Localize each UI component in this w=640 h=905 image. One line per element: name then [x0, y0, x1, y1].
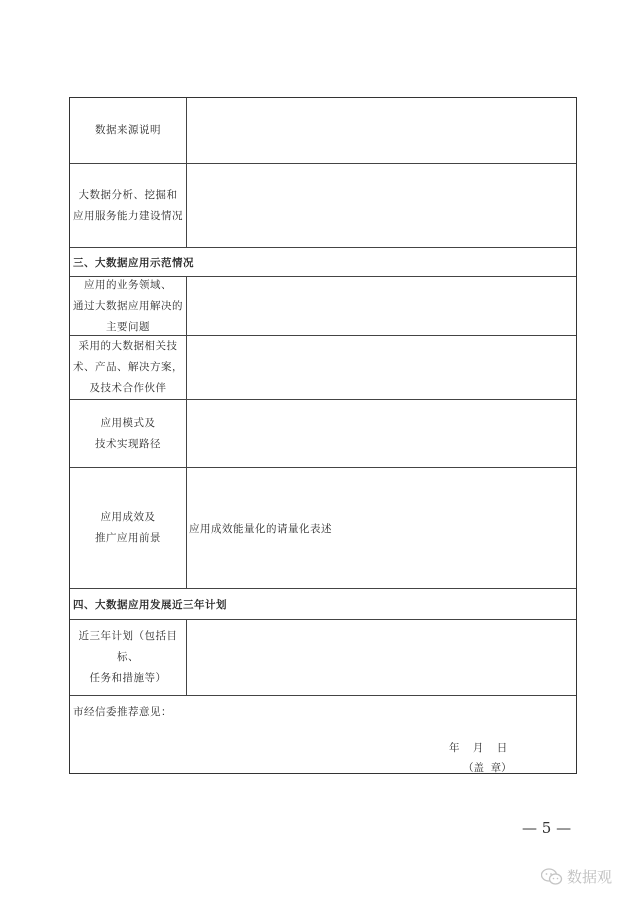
row-recommendation-opinion[interactable] [70, 696, 576, 773]
data-source-field[interactable] [187, 98, 576, 163]
row-label: 数据来源说明 [70, 98, 187, 163]
analysis-capability-field[interactable] [187, 164, 576, 247]
row-business-domain [70, 277, 576, 336]
row-label: 应用成效及 推广应用前景 [70, 468, 187, 588]
date-line: 年 月 日 [449, 742, 508, 754]
watermark-text: 数据观 [567, 868, 613, 886]
row-application-effect [70, 468, 576, 589]
row-three-year-plan [70, 620, 576, 696]
wechat-icon [541, 868, 563, 886]
row-analysis-capability [70, 164, 576, 248]
stamp-line: （盖 章） [463, 762, 512, 774]
row-application-mode [70, 400, 576, 468]
row-label: 应用的业务领域、 通过大数据应用解决的 主要问题 [70, 277, 187, 335]
section-heading-3: 三、大数据应用示范情况 [70, 248, 576, 277]
row-data-source [70, 98, 576, 164]
row-label: 采用的大数据相关技 术、产品、解决方案， 及技术合作伙伴 [70, 336, 187, 399]
row-label: 大数据分析、挖掘和 应用服务能力建设情况 [70, 164, 187, 247]
row-technology [70, 336, 576, 400]
page-number: — 5 — [522, 819, 572, 837]
section-heading-4: 四、大数据应用发展近三年计划 [70, 589, 576, 620]
opinion-label: 市经信委推荐意见： [73, 706, 172, 718]
business-domain-field[interactable] [187, 277, 576, 335]
technology-field[interactable] [187, 336, 576, 399]
row-label: 应用模式及 技术实现路径 [70, 400, 187, 467]
three-year-plan-field[interactable] [187, 620, 576, 695]
watermark [541, 866, 612, 887]
application-mode-field[interactable] [187, 400, 576, 467]
application-effect-field[interactable]: 应用成效能量化的请量化表述 [189, 522, 332, 535]
row-label: 近三年计划（包括目标、 任务和措施等） [70, 620, 187, 695]
application-form-table [69, 97, 577, 774]
